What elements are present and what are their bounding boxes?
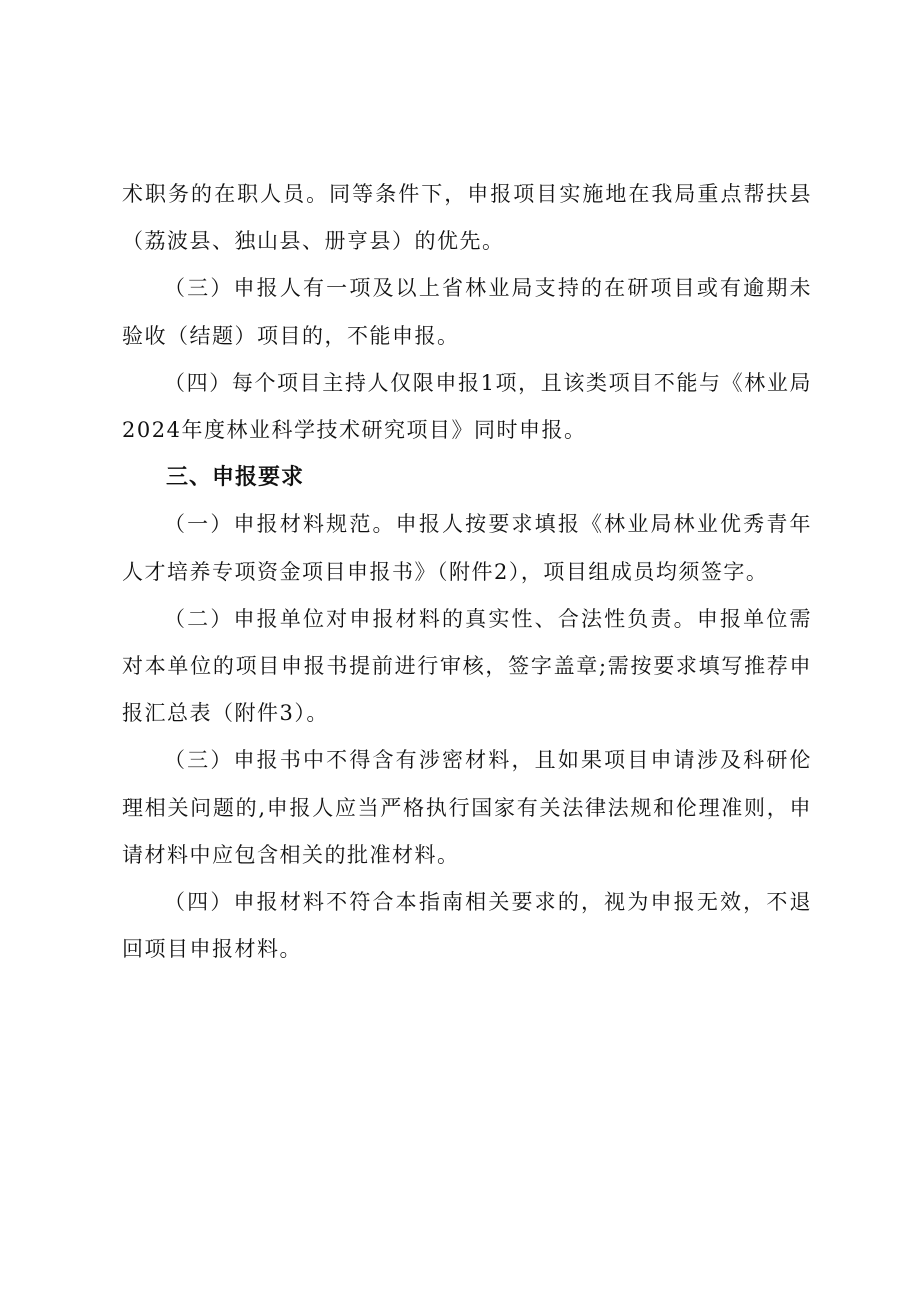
requirement-item-4: （四）申报材料不符合本指南相关要求的，视为申报无效，不退回项目申报材料。 [122,890,812,962]
paragraph-continuation: 术职务的在职人员。同等条件下，申报项目实施地在我局重点帮扶县（荔波县、独山县、册亨县）的优先。 [122,182,812,254]
requirement-item-3: （三）申报书中不得含有涉密材料，且如果项目申请涉及科研伦理相关问题的,申报人应当严格执行国家有关法律法规和伦理准则，申请材料中应包含相关的批准材料。 [122,748,812,867]
requirement-item-2: （二）申报单位对申报材料的真实性、合法性负责。申报单位需对本单位的项目申报书提前进行审核，签字盖章;需按要求填写推荐申报汇总表（附件3）。 [122,606,812,726]
requirement-item-1: （一）申报材料规范。申报人按要求填报《林业局林业优秀青年人才培养专项资金项目申报书》（附件2），项目组成员均须签字。 [122,512,812,584]
document-body [122,171,812,973]
section-heading: 三、申报要求 [166,465,305,491]
paragraph-item-3: （三）申报人有一项及以上省林业局支持的在研项目或有逾期未验收（结题）项目的，不能申报。 [122,276,812,348]
paragraph-item-4: （四）每个项目主持人仅限申报1项，且该类项目不能与《林业局2024年度林业科学技术研究项目》同时申报。 [122,370,812,443]
